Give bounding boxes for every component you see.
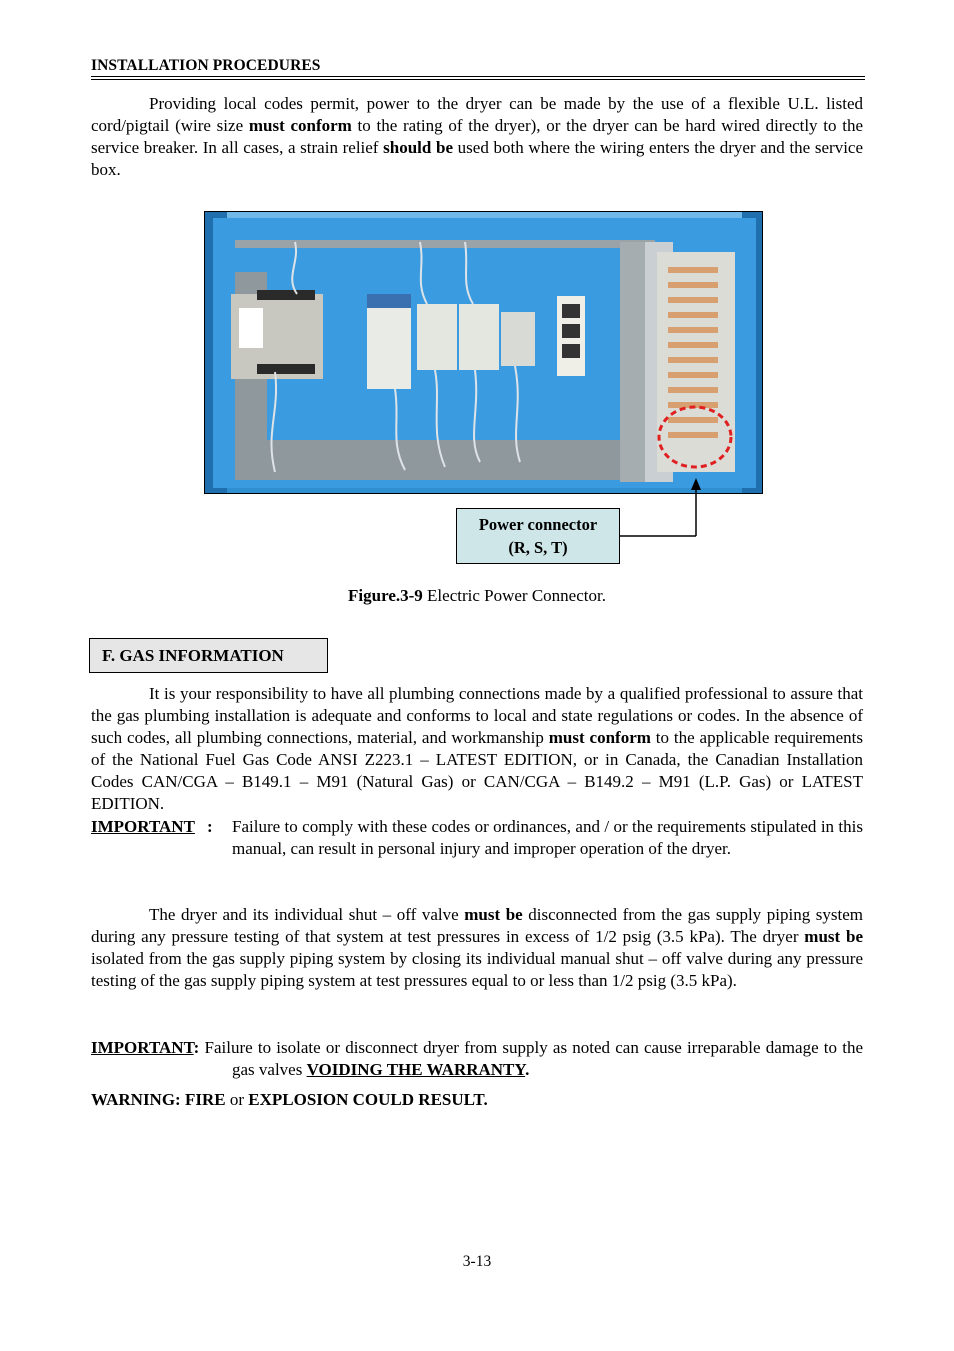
warning-line: WARNING: FIRE or EXPLOSION COULD RESULT. <box>91 1090 488 1109</box>
gas-information-paragraph: It is your responsibility to have all plumbing connections made by a qualified professional to assure that the gas plumbing installation is adequate and conforms to local and state regulations or codes. In the absence of such codes, all plumbing connections, material, and workmanship must conform to the applicable requirements of the National Fuel Gas Code ANSI Z223.1 – LATEST EDITION, or in Canada, the Canadian Installation Codes CAN/CGA – B149.1 – M91 (Natural Gas) or CAN/CGA – B149.2 – M91 (L.P. Gas) or LATEST EDITION. <box>91 684 863 813</box>
section-heading: F. GAS INFORMATION <box>89 638 328 673</box>
shutoff-valve-paragraph: The dryer and its individual shut – off valve must be disconnected from the gas supply piping system during any pressure testing of that system at test pressures in excess of 1/2 psig (3.5 kPa). The dryer must be isolated from the gas supply piping system by closing its individual manual shut – off valve during any pressure testing of the gas supply piping system at test pressures equal to or less than 1/2 psig (3.5 kPa). <box>91 905 863 990</box>
intro-paragraph: Providing local codes permit, power to the dryer can be made by the use of a flexible U.L. listed cord/pigtail (wire size must conform to the rating of the dryer), or the dryer can be hard wired directly to the service breaker. In all cases, a strain relief should be used both where the wiring enters the dryer and the service box. <box>91 94 864 179</box>
callout-sub-label: (R, S, T) <box>508 538 568 557</box>
important-note-2: IMPORTANT: Failure to isolate or disconnect dryer from supply as noted can cause irreparable damage to the gas valves VOIDING THE WARRANTY. <box>91 1038 863 1079</box>
important-label: IMPORTANT <box>91 817 195 836</box>
page-number: 3-13 <box>462 1253 492 1270</box>
important-note-1: IMPORTANT : Failure to comply with these codes or ordinances, and / or the requirements stipulated in this manual, can result in personal injury and improper operation of the dryer. <box>91 817 863 858</box>
important-label-2: IMPORTANT <box>91 1038 194 1057</box>
figure-caption: Figure.3-9 Electric Power Connector. <box>348 586 606 605</box>
voiding-warranty-text: VOIDING THE WARRANTY <box>306 1060 526 1079</box>
important-text: Failure to comply with these codes or ordinances, and / or the requirements stipulated in this manual, can result in personal injury and improper operation of the dryer. <box>232 817 863 858</box>
page-header: INSTALLATION PROCEDURES <box>91 57 321 74</box>
power-connector-callout <box>456 508 620 564</box>
callout-label: Power connector <box>478 515 598 534</box>
